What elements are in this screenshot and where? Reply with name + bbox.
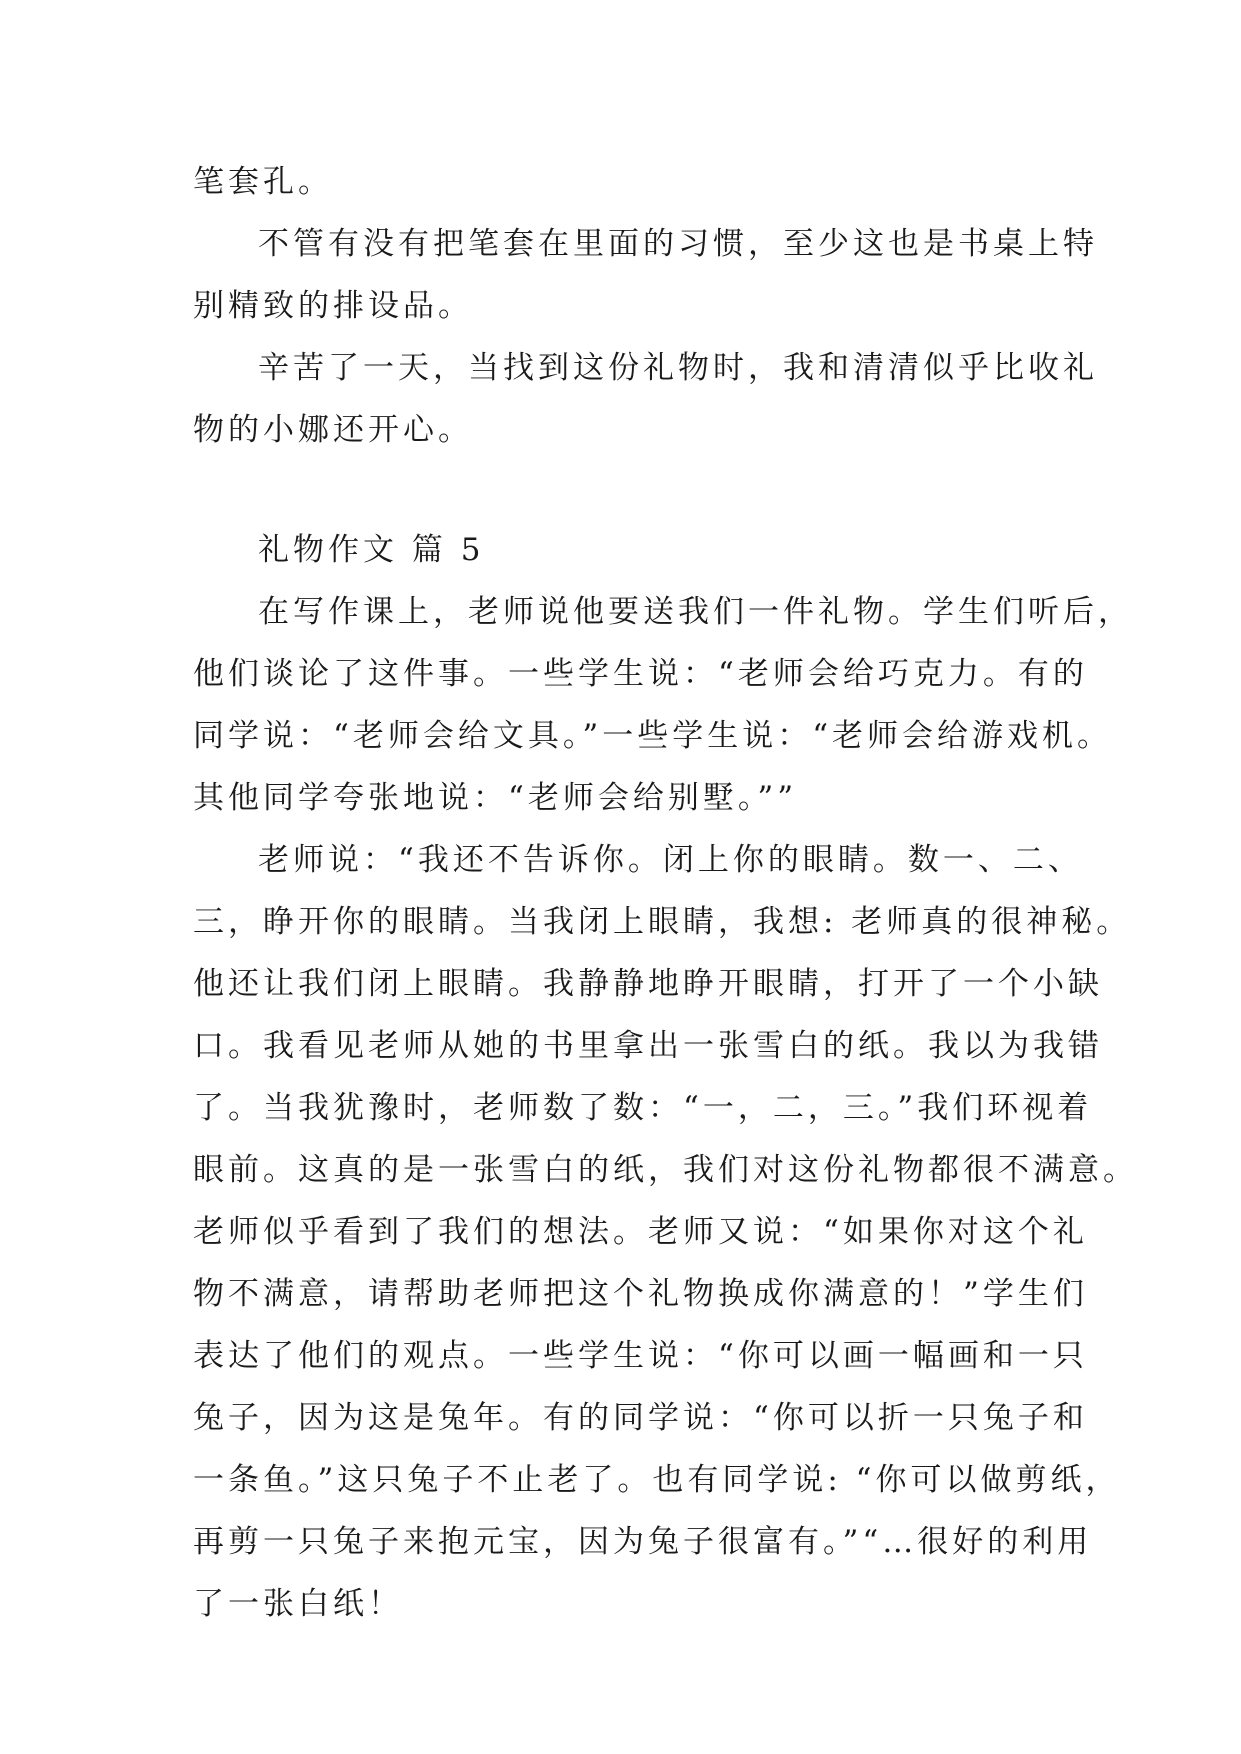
paragraph-start-line: 辛苦了一天，当找到这份礼物时，我和清清似乎比收礼 (258, 350, 1098, 386)
text-line: 了一张白纸！ (193, 1586, 403, 1622)
paragraph-start-line: 不管有没有把笔套在里面的习惯，至少这也是书桌上特 (258, 226, 1098, 262)
section-heading: 礼物作文 篇 5 (258, 532, 485, 568)
text-line: 一条鱼。”这只兔子不止老了。也有同学说: “你可以做剪纸， (193, 1462, 1121, 1498)
text-line: 眼前。这真的是一张雪白的纸，我们对这份礼物都很不满意。 (193, 1152, 1138, 1188)
text-line: 同学说：“老师会给文具。”一些学生说：“老师会给游戏机。 (193, 718, 1113, 754)
text-line: 物不满意，请帮助老师把这个礼物换成你满意的！”学生们 (193, 1276, 1088, 1312)
paragraph-start-line: 在写作课上，老师说他要送我们一件礼物。学生们听后， (258, 594, 1133, 630)
text-line: 他还让我们闭上眼睛。我静静地睁开眼睛，打开了一个小缺 (193, 966, 1103, 1002)
paragraph-start-line: 老师说：“我还不告诉你。闭上你的眼睛。数一、二、 (258, 842, 1083, 878)
text-line: 兔子，因为这是兔年。有的同学说：“你可以折一只兔子和 (193, 1400, 1088, 1436)
text-line: 别精致的排设品。 (193, 288, 473, 324)
text-line: 了。当我犹豫时，老师数了数：“一，二，三。”我们环视着 (193, 1090, 1093, 1126)
text-line: 老师似乎看到了我们的想法。老师又说：“如果你对这个礼 (193, 1214, 1088, 1250)
text-line: 三，睁开你的眼睛。当我闭上眼睛，我想: 老师真的很神秘。 (193, 904, 1132, 940)
text-line: 物的小娜还开心。 (193, 412, 473, 448)
text-line: 再剪一只兔子来抱元宝，因为兔子很富有。”“…很好的利用 (193, 1524, 1093, 1560)
text-line: 表达了他们的观点。一些学生说：“你可以画一幅画和一只 (193, 1338, 1088, 1374)
text-line: 口。我看见老师从她的书里拿出一张雪白的纸。我以为我错 (193, 1028, 1103, 1064)
text-line: 他们谈论了这件事。一些学生说：“老师会给巧克力。有的 (193, 656, 1088, 692)
text-line: 笔套孔。 (193, 164, 333, 200)
text-line: 其他同学夸张地说：“老师会给别墅。”” (193, 780, 798, 816)
